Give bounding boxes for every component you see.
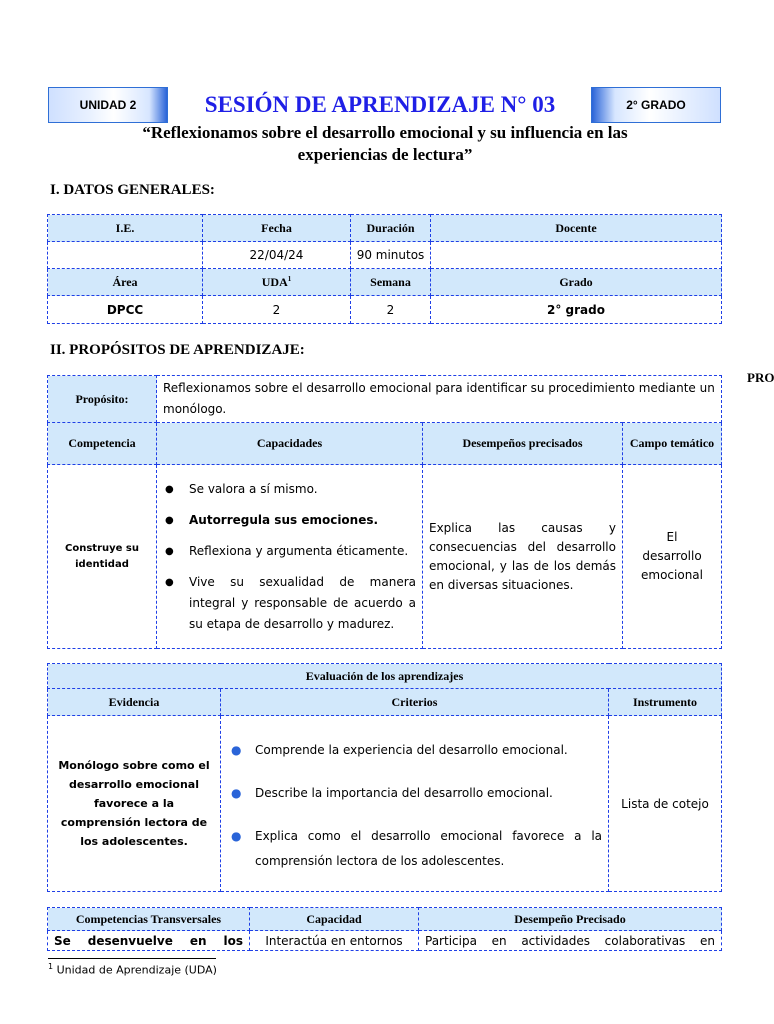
- section-general-data-title: I. DATOS GENERALES:: [50, 182, 215, 198]
- criteria-list: [221, 730, 608, 878]
- capacity-item: ● Vive su sexualidad de manera integral y responsable de acuerdo a su etapa de desarrollo y madurez.: [165, 572, 416, 635]
- header-fecha: Fecha: [203, 215, 351, 242]
- value-duracion: 90 minutos: [351, 242, 431, 269]
- unit-badge: [48, 87, 168, 123]
- header-competencias-transversales: Competencias Transversales: [48, 908, 250, 931]
- thematic-field: El desarrollo emocional: [623, 465, 722, 649]
- header-capacidad: Capacidad: [250, 908, 419, 931]
- header-duracion: Duración: [351, 215, 431, 242]
- header-uda: [203, 269, 351, 296]
- performance-text: Explica las causas y consecuencias del desarrollo emocional, y las de los demás en diversas situaciones.: [423, 465, 623, 649]
- value-uda: 2: [203, 296, 351, 324]
- value-semana: 2: [351, 296, 431, 324]
- header-campo: Campo temático: [623, 423, 722, 465]
- transversal-capacity: Interactúa en entornos: [250, 931, 419, 951]
- value-ie: [48, 242, 203, 269]
- capacity-item: ● Autorregula sus emociones.: [165, 510, 416, 531]
- grade-label: 2° GRADO: [626, 98, 686, 112]
- section-purposes-title: II. PROPÓSITOS DE APRENDIZAJE:: [50, 342, 305, 358]
- transversal-competence: Se desenvuelve en los: [48, 931, 250, 951]
- capacity-item: ● Reflexiona y argumenta éticamente.: [165, 541, 416, 562]
- header-uda-label: UDA: [261, 274, 288, 289]
- competence-name: Construye su identidad: [48, 465, 157, 649]
- footnote: [48, 962, 217, 977]
- capacities-list: [157, 475, 422, 639]
- header-docente: Docente: [431, 215, 722, 242]
- header-desempenos: Desempeños precisados: [423, 423, 623, 465]
- purpose-label: Propósito:: [48, 376, 157, 423]
- header-capacidades: Capacidades: [157, 423, 423, 465]
- transversal-performance: Participa en actividades colaborativas en: [419, 931, 722, 951]
- header-criterios: Criterios: [221, 689, 609, 716]
- subtitle-line-2: experiencias de lectura”: [297, 145, 473, 164]
- footnote-ref: 1: [287, 274, 292, 283]
- side-cut-text: PRO: [747, 370, 774, 385]
- footnote-divider: [48, 958, 216, 959]
- purposes-table: [47, 375, 722, 649]
- general-data-table: [47, 214, 722, 324]
- capacity-item: ● Se valora a sí mismo.: [165, 479, 416, 500]
- evaluation-title: Evaluación de los aprendizajes: [48, 664, 722, 689]
- criterion-item: ● Explica como el desarrollo emocional favorece a la comprensión lectora de los adolescentes.: [229, 824, 602, 874]
- header-desempeno-precisado: Desempeño Precisado: [419, 908, 722, 931]
- criteria-cell: [221, 716, 609, 892]
- header-competencia: Competencia: [48, 423, 157, 465]
- value-area: DPCC: [48, 296, 203, 324]
- header-evidencia: Evidencia: [48, 689, 221, 716]
- value-docente: [431, 242, 722, 269]
- header-grado: Grado: [431, 269, 722, 296]
- session-subtitle: [60, 122, 710, 166]
- value-fecha: 22/04/24: [203, 242, 351, 269]
- header-instrumento: Instrumento: [609, 689, 722, 716]
- header-area: Área: [48, 269, 203, 296]
- capacities-cell: [157, 465, 423, 649]
- evidence-text: Monólogo sobre como el desarrollo emocional favorece a la comprensión lectora de los adolescentes.: [48, 716, 221, 892]
- unit-label: UNIDAD 2: [79, 98, 137, 112]
- footnote-text: Unidad de Aprendizaje (UDA): [53, 963, 217, 977]
- instrument-text: Lista de cotejo: [609, 716, 722, 892]
- header-ie: I.E.: [48, 215, 203, 242]
- criterion-item: ● Describe la importancia del desarrollo emocional.: [229, 781, 602, 806]
- grade-badge: [591, 87, 721, 123]
- subtitle-line-1: “Reflexionamos sobre el desarrollo emocional y su influencia en las: [142, 123, 628, 142]
- value-grado: 2° grado: [431, 296, 722, 324]
- header-semana: Semana: [351, 269, 431, 296]
- session-title: SESIÓN DE APRENDIZAJE N° 03: [204, 92, 556, 117]
- evaluation-table: [47, 663, 722, 892]
- purpose-text: Reflexionamos sobre el desarrollo emocional para identificar su procedimiento mediante un monólogo.: [157, 376, 722, 423]
- footnote-mark: 1: [48, 962, 54, 971]
- criterion-item: ● Comprende la experiencia del desarrollo emocional.: [229, 738, 602, 763]
- transversal-table: [47, 907, 722, 951]
